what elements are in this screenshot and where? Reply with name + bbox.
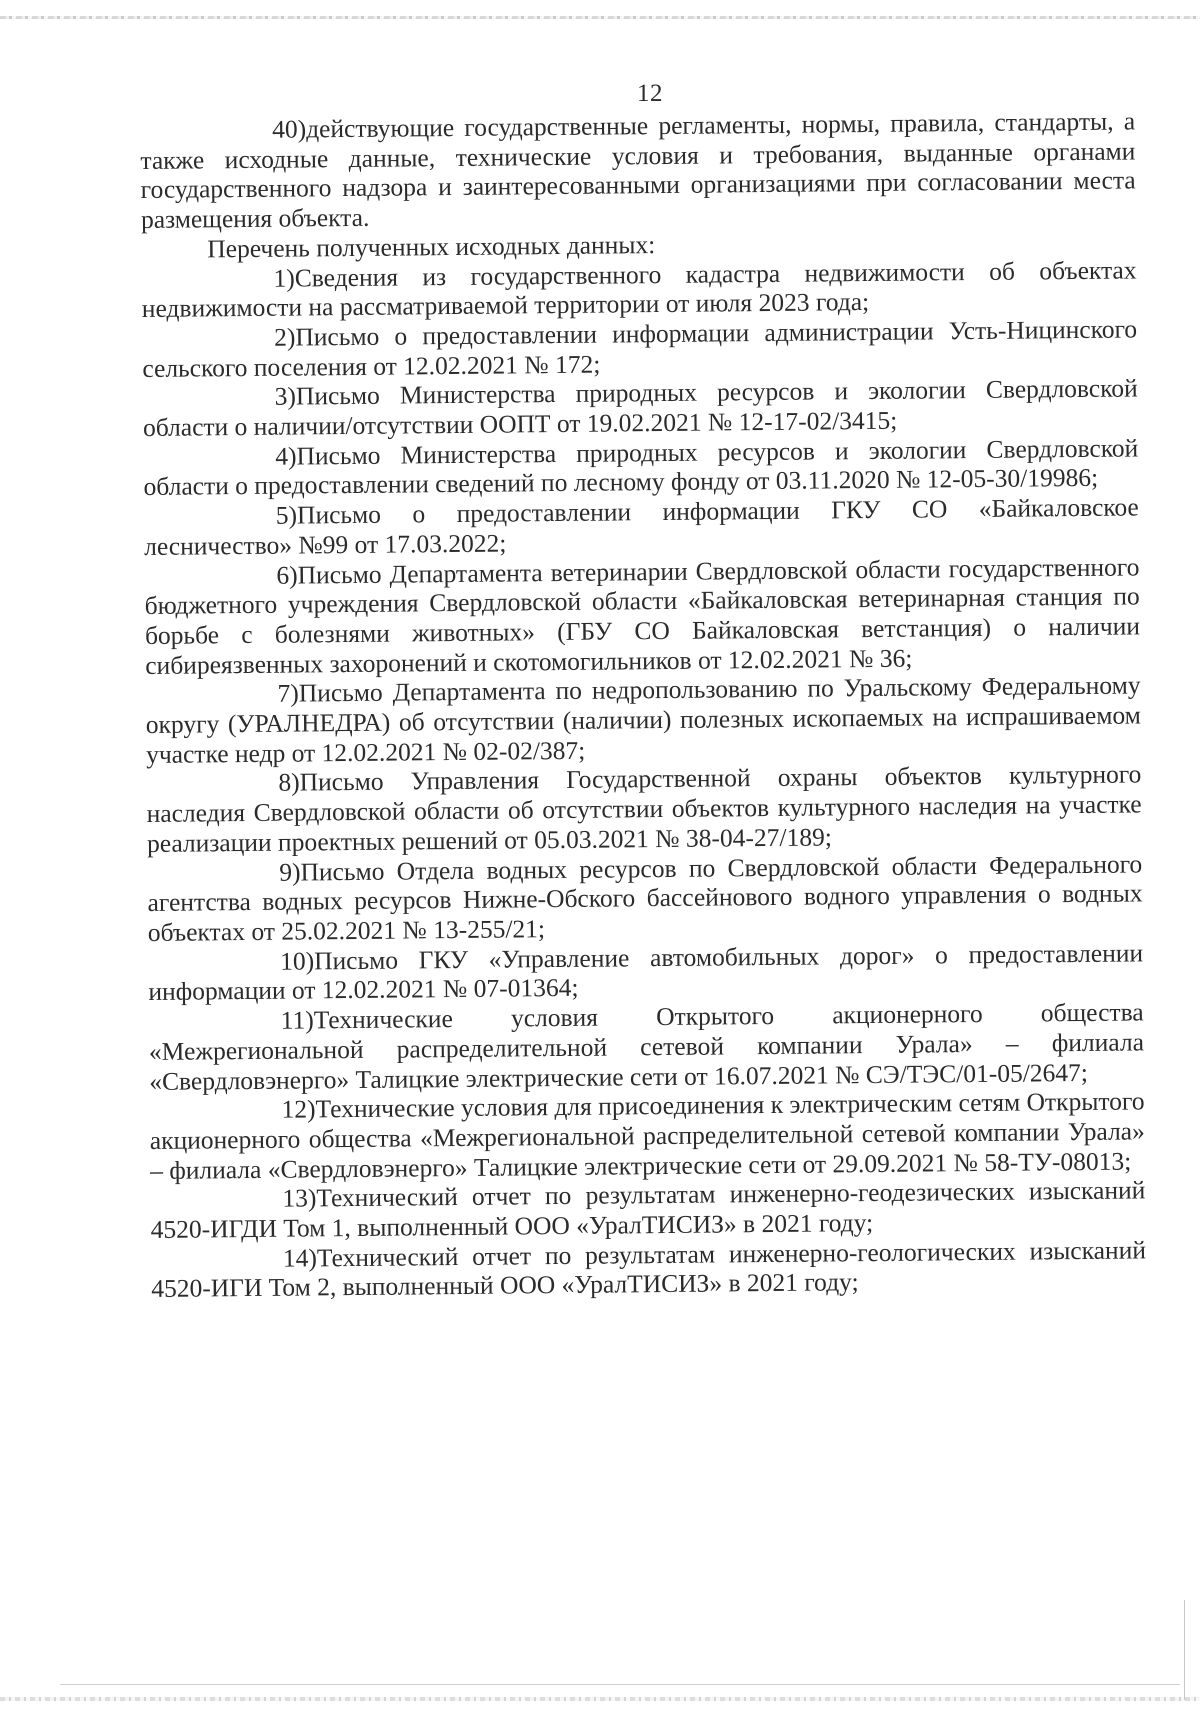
- item-text: Письмо ГКУ «Управление автомобильных дорог» о предоставлении информации от 12.02.2021 № 07-01364;: [148, 938, 1144, 1007]
- item-text: Технический отчет по результатам инженерно-геодезических изысканий 4520-ИГДИ Том 1, выполненный ООО «УралТИСИЗ» в 2021 году;: [150, 1175, 1146, 1244]
- list-item: [151, 1235, 1147, 1304]
- list-heading: Перечень полученных исходных данных:: [207, 229, 656, 264]
- item-number: 3): [274, 381, 297, 412]
- item-text: Письмо о предоставлении информации администрации Усть-Ницинского сельского поселения от 12.02.2021 № 172;: [142, 314, 1138, 383]
- item-number: 5): [275, 500, 298, 530]
- item-text: Технический отчет по результатам инженерно-геологических изысканий 4520-ИГИ Том 2, выполненный ООО «УралТИСИЗ» в 2021 году;: [151, 1235, 1147, 1304]
- item-number: 9): [279, 857, 301, 887]
- item-number: 6): [276, 560, 298, 590]
- scan-right-edge: [1184, 1600, 1185, 1700]
- item-number: 7): [277, 678, 299, 709]
- item-number: 12): [281, 1094, 316, 1124]
- list-item: [150, 1176, 1146, 1245]
- item-text: Письмо Министерства природных ресурсов и экологии Свердловской области о предоставлении сведений по лесному фонду от 03.11.2020 № 12-05-30/19986;: [143, 433, 1139, 502]
- list-item: [143, 433, 1139, 502]
- list-item: [148, 938, 1144, 1007]
- item-number: 8): [278, 767, 300, 798]
- list-item: [149, 998, 1145, 1097]
- list-item: [145, 671, 1141, 770]
- list-item: [147, 849, 1143, 948]
- item-number: 14): [282, 1243, 318, 1273]
- item-number: 40): [271, 114, 307, 144]
- document-body: [140, 106, 1146, 1304]
- item-number: 2): [273, 322, 296, 352]
- page-number: 12: [637, 80, 663, 107]
- item-number: 11): [280, 1005, 314, 1035]
- list-item: [144, 552, 1140, 680]
- list-item: [144, 493, 1140, 562]
- item-text: Письмо о предоставлении информации ГКУ СО «Байкаловское лесничество» №99 от 17.03.2022;: [143, 492, 1139, 561]
- item-text: Письмо Министерства природных ресурсов и экологии Свердловской области о наличии/отсутствии ООПТ от 19.02.2021 № 12-17-02/3415;: [142, 373, 1138, 443]
- list-item: [143, 374, 1139, 443]
- item-text: Технические условия Открытого акционерного общества «Межрегиональной распределительной сетевой компании Урала» – филиала «Свердловэнерго» Талицкие электрические сети от 16.07.2021 № СЭ/ТЭС/01-05/2647;: [148, 997, 1145, 1096]
- scan-bottom-edge: [0, 1697, 1200, 1701]
- paragraph-item-40: [140, 106, 1136, 234]
- item-text: Письмо Управления Государственной охраны объектов культурного наследия Свердловской области об отсутствии объектов культурного наследия на участке реализации проектных решений от 05.03.2021 № 38-04-27/189;: [146, 759, 1142, 858]
- item-text: Технические условия для присоединения к электрическим сетям Открытого акционерного общества «Межрегиональной распределительной сетевой компании Урала» – филиала «Свердловэнерго» Талицкие электрические сети от 29.09.2021 № 58-ТУ-08013;: [149, 1086, 1145, 1185]
- item-number: 4): [275, 441, 297, 471]
- item-number: 10): [279, 946, 315, 976]
- item-text: Письмо Отдела водных ресурсов по Свердловской области Федерального агентства водных ресурсов Нижне-Обского бассейнового водного управления о водных объектах от 25.02.2021 № 13-255/21;: [147, 848, 1143, 947]
- scan-top-edge: [0, 16, 1200, 19]
- item-text: Сведения из государственного кадастра недвижимости об объектах недвижимости на рассматриваемой территории от июля 2023 года;: [141, 254, 1137, 324]
- scan-bottom-line: [60, 1684, 1180, 1685]
- item-text: действующие государственные регламенты, нормы, правила, стандарты, а также исходные данные, технические условия и требования, выданные органами государственного надзора и заинтересованными организациями при согласовании места размещения объекта.: [140, 106, 1136, 235]
- item-number: 13): [282, 1183, 317, 1213]
- list-item: [146, 760, 1142, 859]
- list-item: [149, 1087, 1145, 1186]
- list-item: [141, 255, 1137, 324]
- item-text: Письмо Департамента ветеринарии Свердловской области государственного бюджетного учреждения Свердловской области «Байкаловская ветеринарная станция по борьбе с болезнями животных» (ГБУ СО Байкаловская ветстанция) о наличии сибиреязвенных захоронений и скотомогильников от 12.02.2021 № 36;: [144, 551, 1141, 680]
- list-item: [142, 314, 1138, 383]
- item-text: Письмо Департамента по недропользованию по Уральскому Федеральному округу (УРАЛНЕДРА) об отсутствии (наличии) полезных ископаемых на испрашиваемом участке недр от 12.02.2021 № 02-02/387;: [145, 670, 1141, 769]
- item-number: 1): [273, 263, 295, 293]
